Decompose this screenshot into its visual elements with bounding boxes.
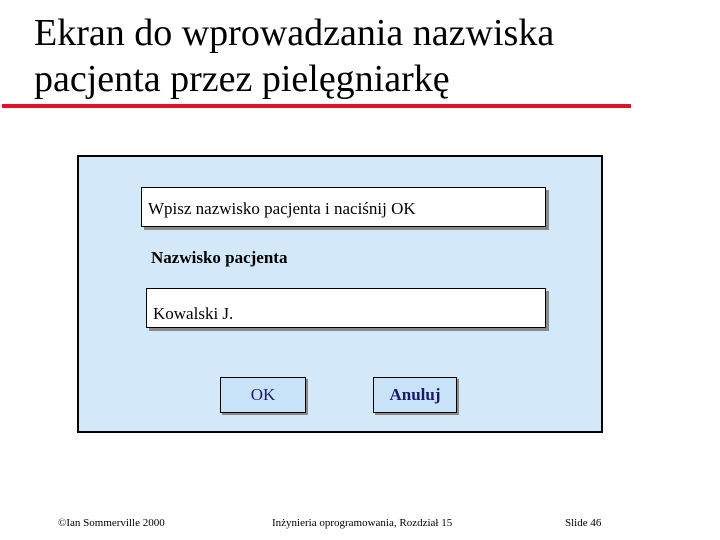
cancel-button[interactable]: Anuluj [373, 377, 457, 413]
patient-name-dialog [77, 155, 603, 433]
patient-name-input[interactable] [146, 288, 546, 328]
ok-button[interactable]: OK [220, 377, 306, 413]
footer-course-title: Inżynieria oprogramowania, Rozdział 15 [272, 517, 453, 529]
patient-name-label: Nazwisko pacjenta [151, 248, 288, 267]
slide-title-line-2: pacjenta przez pielęgniarkę [34, 58, 450, 100]
slide-title [34, 10, 554, 102]
slide-title-line-1: Ekran do wprowadzania nazwiska [34, 12, 555, 54]
instruction-box: Wpisz nazwisko pacjenta i naciśnij OK [141, 187, 546, 227]
title-underline [2, 104, 631, 108]
footer-copyright: ©Ian Sommerville 2000 [58, 517, 165, 529]
footer-slide-number: Slide 46 [565, 517, 602, 529]
